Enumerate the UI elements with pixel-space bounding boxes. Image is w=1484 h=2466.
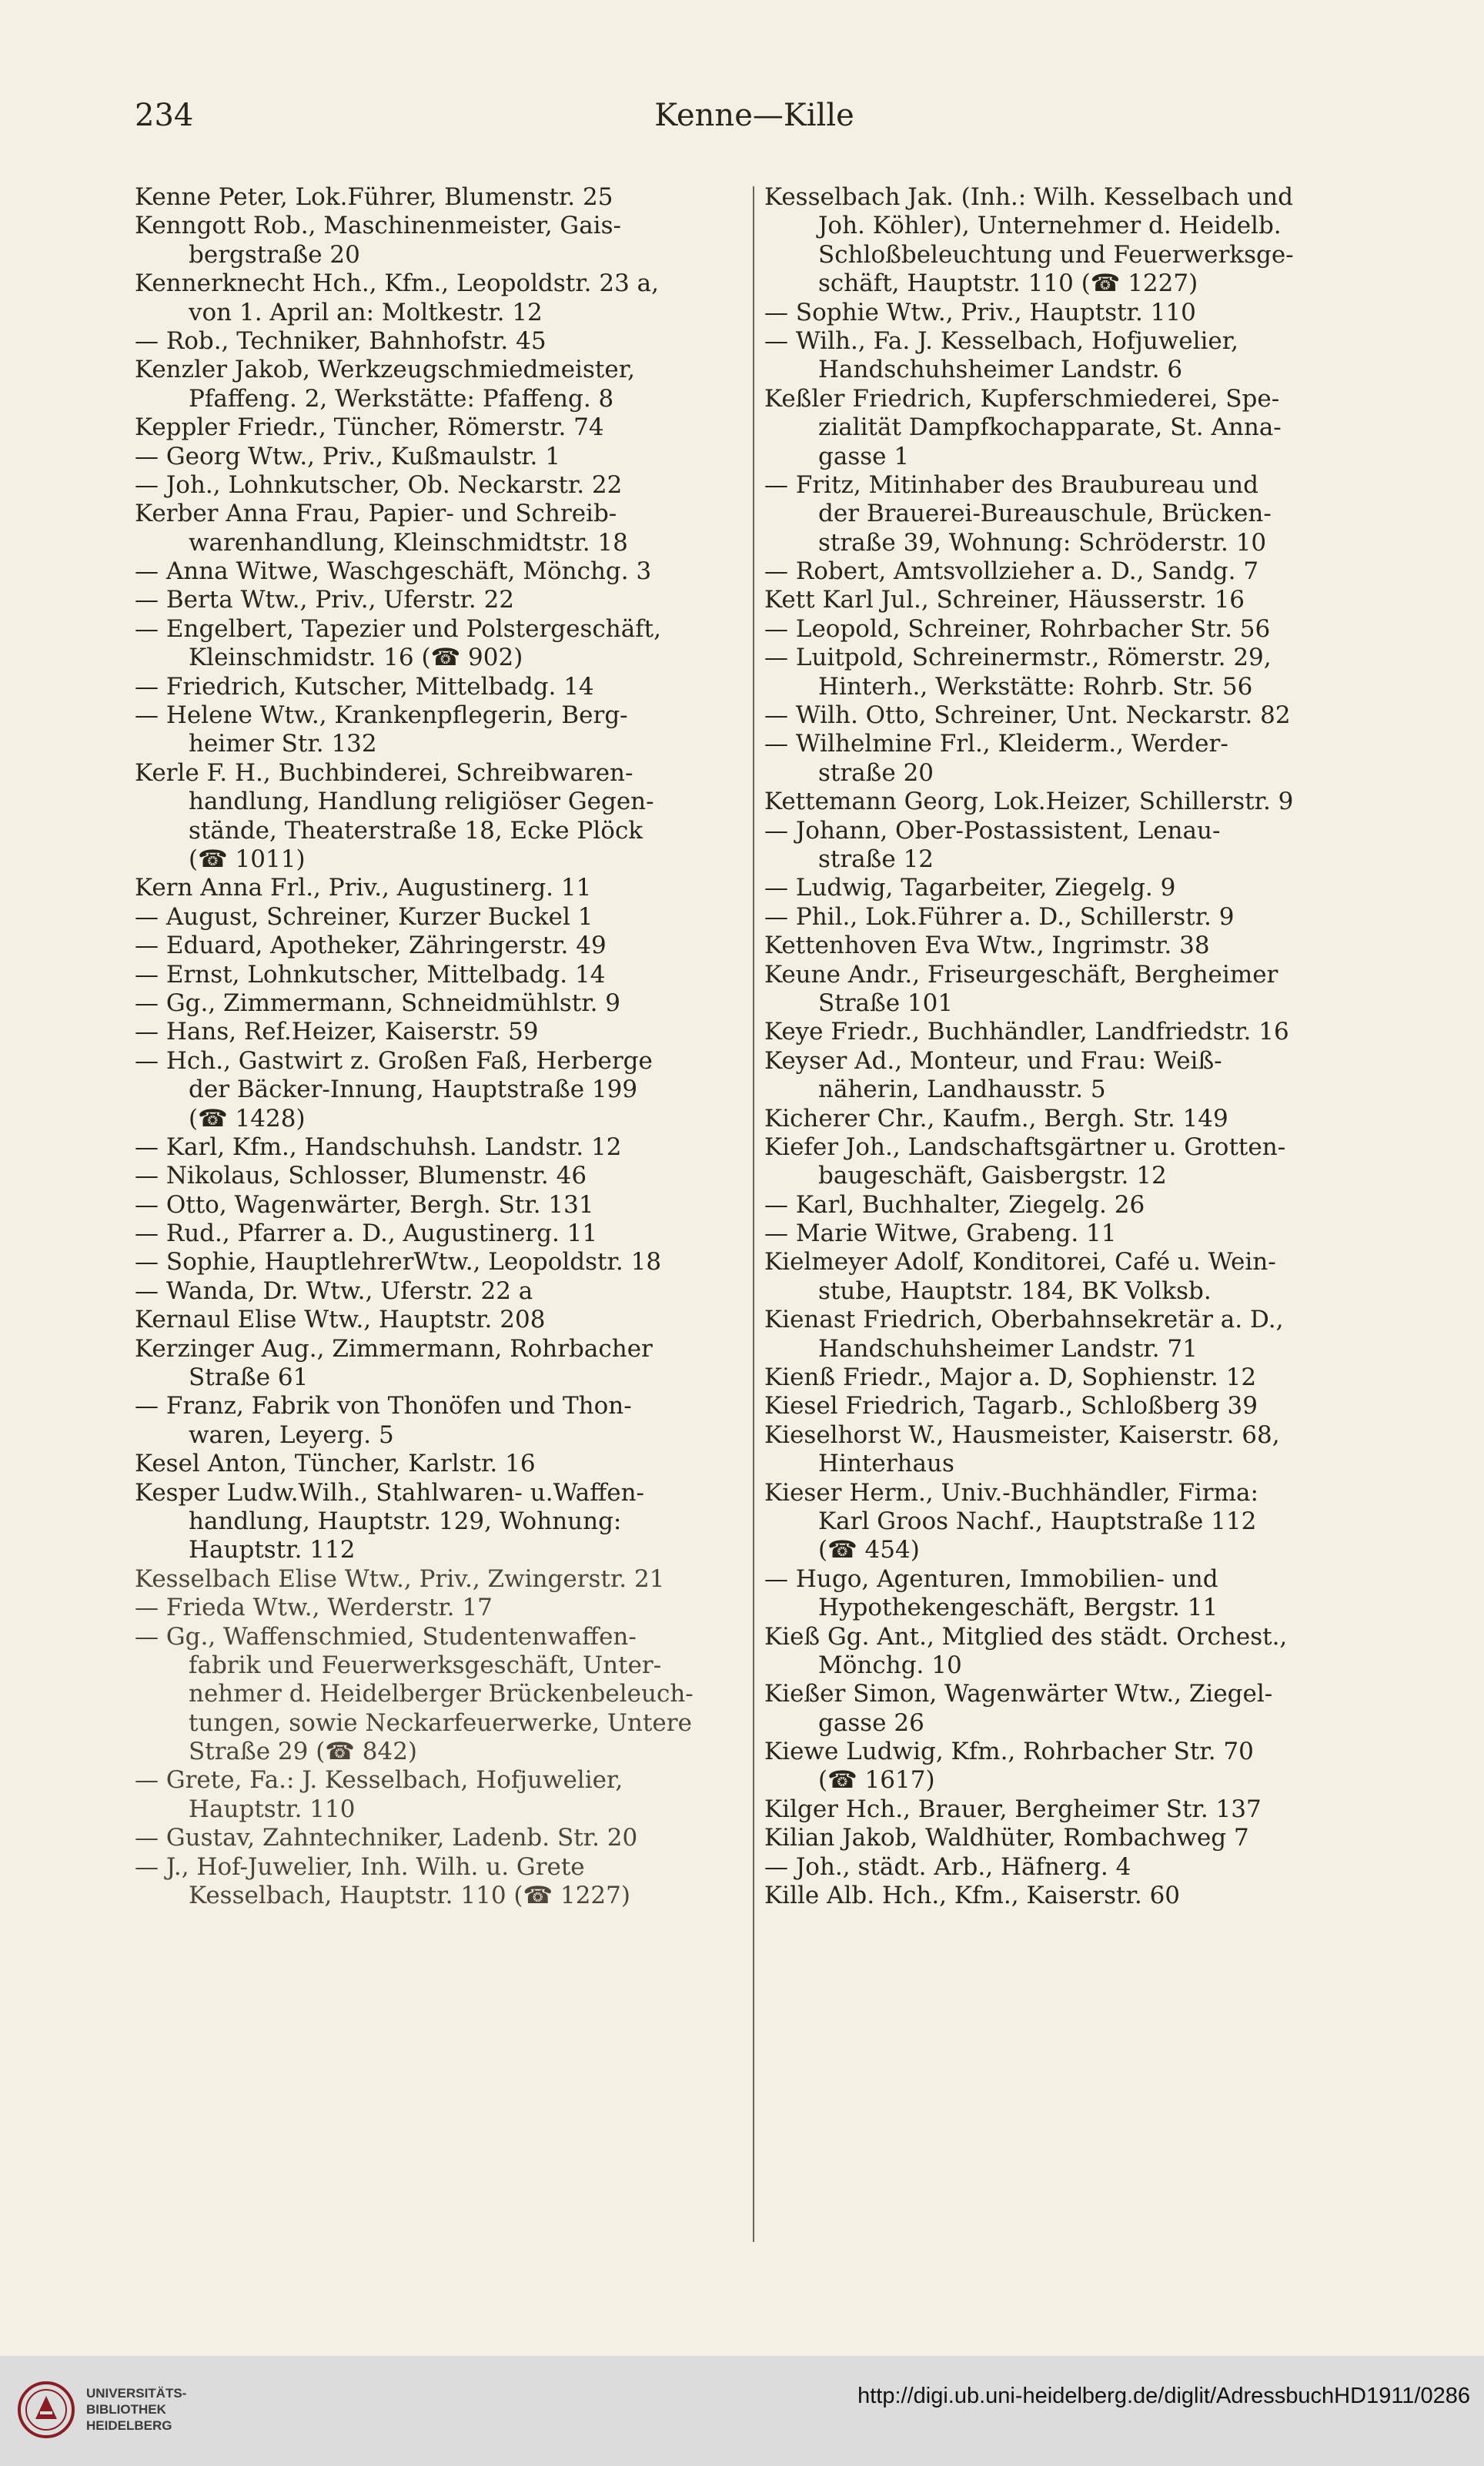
entry-line: — Robert, Amtsvollzieher a. D., Sandg. 7 <box>764 557 1259 586</box>
entry-continuation-line: Straße 61 <box>189 1363 309 1392</box>
entry-continuation-line: Kesselbach, Hauptstr. 110 (☎ 1227) <box>189 1882 630 1910</box>
entry-continuation-line: Hauptstr. 110 <box>189 1795 356 1823</box>
entry-line: — Gg., Zimmermann, Schneidmühlstr. 9 <box>135 989 621 1017</box>
directory-entry <box>135 413 743 442</box>
directory-entry <box>135 212 743 269</box>
directory-entry <box>764 1565 1372 1623</box>
entry-line: Kesel Anton, Tüncher, Karlstr. 16 <box>135 1450 536 1478</box>
entry-line: — Hch., Gastwirt z. Großen Faß, Herberge <box>135 1046 653 1075</box>
directory-entry <box>764 385 1372 471</box>
entry-continuation-line: (☎ 1428) <box>189 1104 306 1133</box>
entry-continuation-line: Straße 101 <box>818 989 954 1017</box>
directory-entry <box>135 443 743 471</box>
entry-continuation-line: von 1. April an: Moltkestr. 12 <box>189 298 543 326</box>
directory-entry <box>764 1306 1372 1363</box>
directory-entry <box>135 327 743 356</box>
directory-entry <box>764 1479 1372 1565</box>
entry-continuation-line: (☎ 454) <box>818 1536 920 1564</box>
directory-entry <box>135 1018 743 1046</box>
entry-continuation-line: Mönchg. 10 <box>818 1651 962 1679</box>
entry-line: — Gustav, Zahntechniker, Ladenb. Str. 20 <box>135 1824 638 1852</box>
entry-line: Kilger Hch., Brauer, Bergheimer Str. 137 <box>764 1795 1262 1823</box>
entry-line: Kilian Jakob, Waldhüter, Rombachweg 7 <box>764 1824 1249 1852</box>
entry-line: — Anna Witwe, Waschgeschäft, Mönchg. 3 <box>135 557 652 586</box>
entry-continuation-line: straße 20 <box>818 758 934 787</box>
directory-entry <box>764 1018 1372 1046</box>
entry-line: — Sophie Wtw., Priv., Hauptstr. 110 <box>764 298 1196 326</box>
entry-continuation-line: Hypothekengeschäft, Bergstr. 11 <box>818 1594 1218 1622</box>
entry-line: — Johann, Ober-Postassistent, Lenau- <box>764 816 1221 845</box>
entry-line: Kett Karl Jul., Schreiner, Häusserstr. 16 <box>764 586 1245 614</box>
footer-bar <box>0 2356 1484 2466</box>
entry-line: Kern Anna Frl., Priv., Augustinerg. 11 <box>135 874 592 902</box>
entry-continuation-line: heimer Str. 132 <box>189 730 377 758</box>
entry-continuation-line: handlung, Hauptstr. 129, Wohnung: <box>189 1507 622 1535</box>
entry-line: Kesper Ludw.Wilh., Stahlwaren- u.Waffen- <box>135 1478 645 1507</box>
entry-continuation-line: (☎ 1011) <box>189 845 306 873</box>
directory-entry <box>764 299 1372 327</box>
entry-line: — Ludwig, Tagarbeiter, Ziegelg. 9 <box>764 874 1176 902</box>
entry-line: — Phil., Lok.Führer a. D., Schillerstr. 9 <box>764 902 1235 931</box>
entry-line: Kielmeyer Adolf, Konditorei, Café u. Wein- <box>764 1248 1276 1276</box>
library-name <box>86 2385 186 2434</box>
entry-line: — Wilh., Fa. J. Kesselbach, Hofjuwelier, <box>764 326 1239 355</box>
left-column <box>135 183 743 2262</box>
entry-line: Keppler Friedr., Tüncher, Römerstr. 74 <box>135 413 604 442</box>
entry-line: — Wanda, Dr. Wtw., Uferstr. 22 a <box>135 1276 533 1305</box>
entry-continuation-line: straße 39, Wohnung: Schröderstr. 10 <box>818 528 1267 557</box>
entry-line: Kiesel Friedrich, Tagarb., Schloßberg 39 <box>764 1392 1258 1420</box>
entry-line: Kerber Anna Frau, Papier- und Schreib- <box>135 500 617 528</box>
entry-line: Kiefer Joh., Landschaftsgärtner u. Grotten- <box>764 1133 1286 1161</box>
directory-entry <box>135 557 743 586</box>
entry-line: — Karl, Kfm., Handschuhsh. Landstr. 12 <box>135 1133 622 1161</box>
directory-entry <box>135 1623 743 1767</box>
entry-line: Kenngott Rob., Maschinenmeister, Gais- <box>135 212 621 240</box>
entry-line: — Hans, Ref.Heizer, Kaiserstr. 59 <box>135 1018 539 1046</box>
entry-continuation-line: näherin, Landhausstr. 5 <box>818 1076 1106 1104</box>
entry-line: Kießer Simon, Wagenwärter Wtw., Ziegel- <box>764 1680 1273 1708</box>
right-column <box>764 183 1372 2262</box>
entry-continuation-line: schäft, Hauptstr. 110 (☎ 1227) <box>818 269 1198 298</box>
entry-continuation-line: (☎ 1617) <box>818 1766 935 1795</box>
directory-entry <box>764 1882 1372 1910</box>
directory-entry <box>135 1248 743 1276</box>
directory-entry <box>764 557 1372 586</box>
entry-line: — Wilhelmine Frl., Kleiderm., Werder- <box>764 730 1228 758</box>
entry-continuation-line: bergstraße 20 <box>189 240 360 269</box>
entry-line: — J., Hof-Juwelier, Inh. Wilh. u. Grete <box>135 1852 585 1881</box>
directory-entry <box>135 759 743 875</box>
directory-entry <box>764 932 1372 960</box>
entry-line: Keune Andr., Friseurgeschäft, Bergheimer <box>764 960 1278 989</box>
directory-entry <box>135 615 743 673</box>
entry-continuation-line: fabrik und Feuerwerksgeschäft, Unter- <box>189 1651 662 1679</box>
entry-line: — Luitpold, Schreinermstr., Römerstr. 29, <box>764 644 1272 672</box>
directory-entry <box>764 327 1372 385</box>
entry-line: Keye Friedr., Buchhändler, Landfriedstr. 16 <box>764 1018 1289 1046</box>
entry-line: Kerzinger Aug., Zimmermann, Rohrbacher <box>135 1334 653 1363</box>
entry-continuation-line: baugeschäft, Gaisbergstr. 12 <box>818 1162 1167 1190</box>
entry-continuation-line: stände, Theaterstraße 18, Ecke Plöck <box>189 816 643 845</box>
directory-entry <box>135 1766 743 1824</box>
directory-entry <box>135 1191 743 1220</box>
entry-line: Kesselbach Jak. (Inh.: Wilh. Kesselbach und <box>764 183 1293 211</box>
directory-entry <box>764 817 1372 875</box>
entry-continuation-line: Hinterh., Werkstätte: Rohrb. Str. 56 <box>818 672 1253 701</box>
entry-line: — Wilh. Otto, Schreiner, Unt. Neckarstr. 82 <box>764 701 1291 730</box>
directory-entry <box>764 1421 1372 1479</box>
entry-line: — Joh., Lohnkutscher, Ob. Neckarstr. 22 <box>135 470 623 499</box>
directory-entry <box>135 1853 743 1911</box>
entry-line: Kesselbach Elise Wtw., Priv., Zwingerstr. 21 <box>135 1564 665 1593</box>
directory-entry <box>764 1363 1372 1392</box>
directory-entry <box>764 1133 1372 1191</box>
directory-entry <box>764 1623 1372 1681</box>
page-number: 234 <box>135 98 194 133</box>
directory-entry <box>135 1220 743 1248</box>
university-seal-icon <box>17 2381 75 2439</box>
library-name-line: BIBLIOTHEK <box>86 2402 166 2417</box>
directory-entry <box>764 1680 1372 1738</box>
directory-entry <box>135 183 743 212</box>
directory-entry <box>764 471 1372 557</box>
directory-entry <box>764 615 1372 644</box>
entry-line: — Franz, Fabrik von Thonöfen und Thon- <box>135 1392 632 1420</box>
directory-entry <box>135 1306 743 1334</box>
entry-line: — Georg Wtw., Priv., Kußmaulstr. 1 <box>135 442 560 470</box>
entry-line: — Fritz, Mitinhaber des Braubureau und <box>764 470 1258 499</box>
directory-entry <box>135 1479 743 1565</box>
entry-line: — Eduard, Apotheker, Zähringerstr. 49 <box>135 932 607 960</box>
entry-line: Kerle F. H., Buchbinderei, Schreibwaren- <box>135 758 633 787</box>
entry-continuation-line: Straße 29 (☎ 842) <box>189 1738 418 1766</box>
directory-entry <box>135 932 743 960</box>
directory-entry <box>135 269 743 327</box>
directory-entry <box>135 701 743 759</box>
entry-line: Kieß Gg. Ant., Mitglied des städt. Orchest., <box>764 1622 1288 1651</box>
directory-entry <box>135 1047 743 1133</box>
entry-line: — Karl, Buchhalter, Ziegelg. 26 <box>764 1190 1145 1219</box>
entry-continuation-line: handlung, Handlung religiöser Gegen- <box>189 788 654 816</box>
directory-entry <box>135 1594 743 1622</box>
source-url-link[interactable]: http://digi.ub.uni-heidelberg.de/diglit/AdressbuchHD1911/0286 <box>857 2384 1470 2408</box>
entry-continuation-line: tungen, sowie Neckarfeuerwerke, Untere <box>189 1708 692 1737</box>
entry-line: — Helene Wtw., Krankenpflegerin, Berg- <box>135 701 628 730</box>
directory-entry <box>764 701 1372 730</box>
directory-entry <box>764 1047 1372 1105</box>
entry-line: — Joh., städt. Arb., Häfnerg. 4 <box>764 1852 1131 1881</box>
entry-continuation-line: stube, Hauptstr. 184, BK Volksb. <box>818 1276 1212 1305</box>
entry-line: — Gg., Waffenschmied, Studentenwaffen- <box>135 1622 637 1651</box>
directory-entry <box>764 1105 1372 1133</box>
directory-entry <box>764 183 1372 299</box>
directory-entry <box>764 730 1372 788</box>
entry-line: Kieser Herm., Univ.-Buchhändler, Firma: <box>764 1478 1258 1507</box>
directory-entry <box>135 356 743 413</box>
column-divider <box>753 186 754 2242</box>
entry-line: Kienast Friedrich, Oberbahnsekretär a. D., <box>764 1306 1284 1334</box>
directory-entry <box>135 1277 743 1306</box>
entry-line: — Rob., Techniker, Bahnhofstr. 45 <box>135 326 546 355</box>
entry-continuation-line: nehmer d. Heidelberger Brückenbeleuch- <box>189 1680 694 1708</box>
directory-entry <box>135 961 743 989</box>
directory-entry <box>764 874 1372 902</box>
entry-continuation-line: Kleinschmidstr. 16 (☎ 902) <box>189 644 523 672</box>
entry-continuation-line: Schloßbeleuchtung und Feuerwerksge- <box>818 240 1294 269</box>
directory-entry <box>764 1191 1372 1220</box>
directory-entry <box>764 1795 1372 1824</box>
entry-continuation-line: der Bäcker-Innung, Hauptstraße 199 <box>189 1076 638 1104</box>
directory-entry <box>764 1220 1372 1248</box>
directory-entry <box>135 1392 743 1450</box>
entry-line: Kenne Peter, Lok.Führer, Blumenstr. 25 <box>135 183 613 211</box>
directory-entry <box>764 1392 1372 1420</box>
entry-line: Kille Alb. Hch., Kfm., Kaiserstr. 60 <box>764 1882 1181 1910</box>
entry-continuation-line: Handschuhsheimer Landstr. 71 <box>818 1334 1198 1363</box>
entry-continuation-line: Joh. Köhler), Unternehmer d. Heidelb. <box>818 212 1282 240</box>
directory-entry <box>764 1738 1372 1795</box>
directory-entry <box>764 961 1372 1019</box>
directory-entry <box>135 1133 743 1162</box>
entry-continuation-line: Karl Groos Nachf., Hauptstraße 112 <box>818 1507 1257 1535</box>
library-name-line: HEIDELBERG <box>86 2418 172 2433</box>
entry-line: Kernaul Elise Wtw., Hauptstr. 208 <box>135 1306 546 1334</box>
entry-continuation-line: Hinterhaus <box>818 1450 954 1478</box>
directory-entry <box>135 1824 743 1852</box>
entry-line: Kieselhorst W., Hausmeister, Kaiserstr. 68, <box>764 1420 1280 1449</box>
entry-line: Kicherer Chr., Kaufm., Bergh. Str. 149 <box>764 1104 1228 1133</box>
directory-entry <box>135 471 743 500</box>
entry-line: — Frieda Wtw., Werderstr. 17 <box>135 1594 493 1622</box>
entry-line: Kettenhoven Eva Wtw., Ingrimstr. 38 <box>764 932 1210 960</box>
directory-entry <box>135 1450 743 1478</box>
entry-line: Keyser Ad., Monteur, und Frau: Weiß- <box>764 1046 1222 1075</box>
entry-continuation-line: zialität Dampfkochapparate, St. Anna- <box>818 413 1282 442</box>
entry-line: Keßler Friedrich, Kupferschmiederei, Spe- <box>764 384 1280 413</box>
directory-entry <box>135 673 743 701</box>
entry-line: — Engelbert, Tapezier und Polstergeschäft, <box>135 614 661 643</box>
entry-line: Kienß Friedr., Major a. D, Sophienstr. 12 <box>764 1363 1257 1392</box>
entry-continuation-line: der Brauerei-Bureauschule, Brücken- <box>818 500 1272 528</box>
entry-continuation-line: Hauptstr. 112 <box>189 1536 356 1564</box>
entry-line: — Berta Wtw., Priv., Uferstr. 22 <box>135 586 515 614</box>
entry-continuation-line: straße 12 <box>818 845 934 873</box>
directory-entry <box>764 1824 1372 1852</box>
entry-line: Kettemann Georg, Lok.Heizer, Schillerstr. 9 <box>764 788 1294 816</box>
entry-line: — Grete, Fa.: J. Kesselbach, Hofjuwelier, <box>135 1766 623 1795</box>
entry-line: — Sophie, HauptlehrerWtw., Leopoldstr. 18 <box>135 1248 662 1276</box>
directory-entry <box>135 1335 743 1393</box>
directory-entry <box>135 1162 743 1190</box>
entry-line: — Otto, Wagenwärter, Bergh. Str. 131 <box>135 1190 594 1219</box>
entry-line: — Marie Witwe, Grabeng. 11 <box>764 1220 1117 1248</box>
library-name-line: UNIVERSITÄTS- <box>86 2386 187 2401</box>
entry-line: Kiewe Ludwig, Kfm., Rohrbacher Str. 70 <box>764 1738 1254 1766</box>
entry-line: — August, Schreiner, Kurzer Buckel 1 <box>135 902 593 931</box>
directory-entry <box>764 586 1372 614</box>
directory-entry <box>135 874 743 902</box>
directory-entry <box>135 989 743 1018</box>
directory-entry <box>764 1248 1372 1306</box>
entry-line: Kenzler Jakob, Werkzeugschmiedmeister, <box>135 356 635 384</box>
directory-entry <box>764 1853 1372 1882</box>
entry-line: — Hugo, Agenturen, Immobilien- und <box>764 1564 1218 1593</box>
entry-continuation-line: Handschuhsheimer Landstr. 6 <box>818 356 1183 384</box>
entry-continuation-line: warenhandlung, Kleinschmidtstr. 18 <box>189 528 628 557</box>
page-header <box>135 92 1374 139</box>
directory-entry <box>135 903 743 932</box>
directory-entry <box>135 586 743 614</box>
entry-line: Kennerknecht Hch., Kfm., Leopoldstr. 23 a, <box>135 269 660 298</box>
entry-line: — Rud., Pfarrer a. D., Augustinerg. 11 <box>135 1220 598 1248</box>
entry-continuation-line: Pfaffeng. 2, Werkstätte: Pfaffeng. 8 <box>189 384 614 413</box>
directory-entry <box>135 1565 743 1594</box>
entry-continuation-line: waren, Leyerg. 5 <box>189 1420 394 1449</box>
directory-entry <box>764 903 1372 932</box>
entry-line: — Friedrich, Kutscher, Mittelbadg. 14 <box>135 672 594 701</box>
directory-entry <box>764 788 1372 816</box>
running-head: Kenne—Kille <box>654 98 854 133</box>
directory-entry <box>135 500 743 557</box>
entry-line: — Nikolaus, Schlosser, Blumenstr. 46 <box>135 1162 587 1190</box>
directory-entry <box>764 644 1372 701</box>
entry-line: — Leopold, Schreiner, Rohrbacher Str. 56 <box>764 614 1271 643</box>
entry-continuation-line: gasse 1 <box>818 442 910 470</box>
entry-line: — Ernst, Lohnkutscher, Mittelbadg. 14 <box>135 960 606 989</box>
entry-continuation-line: gasse 26 <box>818 1708 924 1737</box>
